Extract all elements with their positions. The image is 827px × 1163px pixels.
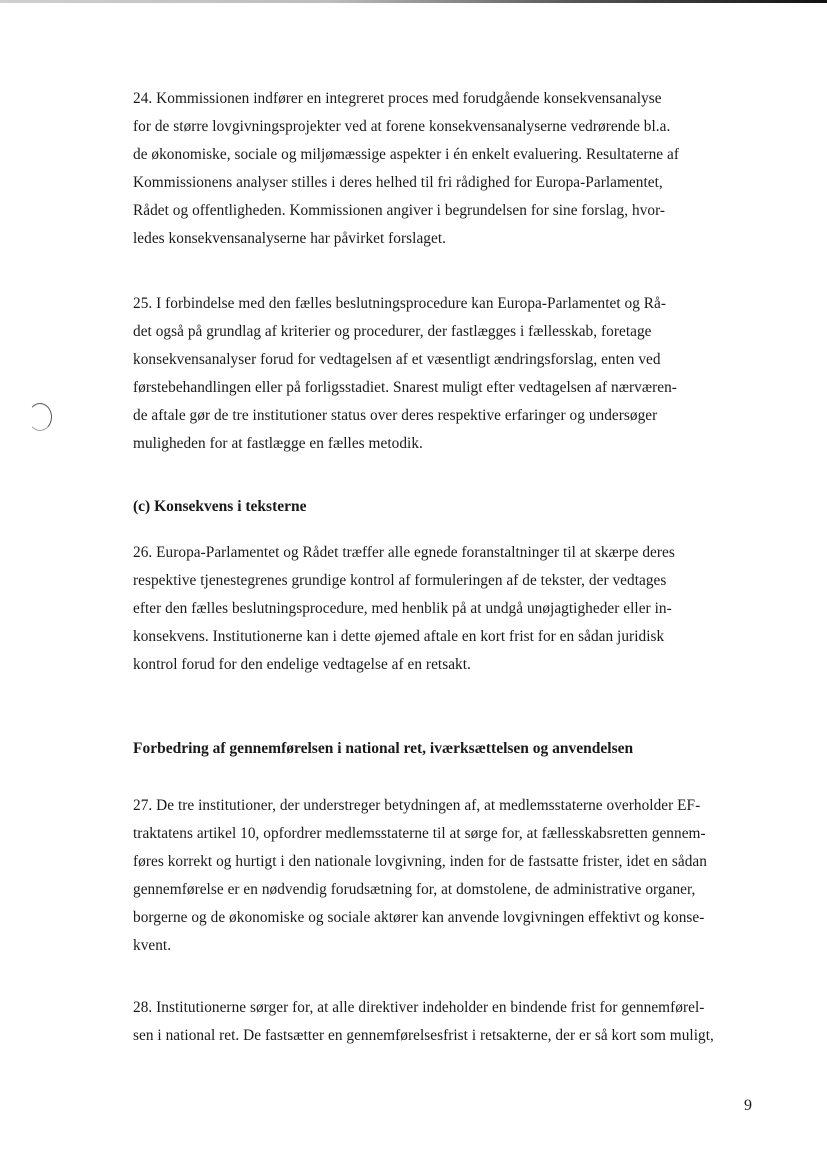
- text-line: muligheden for at fastlægge en fælles metodik.: [133, 435, 423, 452]
- text-line: kontrol forud for den endelige vedtagelse af en retsakt.: [133, 656, 471, 673]
- text-line: førstebehandlingen eller på forligsstadiet. Snarest muligt efter vedtagelsen af nærværen-: [133, 379, 677, 396]
- text-line: borgerne og de økonomiske og sociale aktører kan anvende lovgivningen effektivt og konse-: [133, 909, 705, 926]
- paragraph-24: [133, 85, 679, 253]
- text-line: efter den fælles beslutningsprocedure, med henblik på at undgå unøjagtigheder eller in-: [133, 600, 672, 617]
- text-line: Kommissionens analyser stilles i deres helhed til fri rådighed for Europa-Parlamentet,: [133, 174, 663, 191]
- paragraph-26: [133, 539, 675, 679]
- paragraph-27: [133, 792, 707, 960]
- text-line: de aftale gør de tre institutioner status over deres respektive erfaringer og undersøger: [133, 407, 658, 424]
- text-line: føres korrekt og hurtigt i den nationale lovgivning, inden for de fastsatte frister, idet en sådan: [133, 853, 707, 870]
- text-line: kvent.: [133, 937, 172, 954]
- text-line: det også på grundlag af kriterier og procedurer, der fastlægges i fællesskab, foretage: [133, 323, 652, 340]
- text-line: Rådet og offentligheden. Kommissionen angiver i begrundelsen for sine forslag, hvor-: [133, 202, 666, 219]
- text-line: traktatens artikel 10, opfordrer medlemsstaterne til at sørge for, at fællesskabsretten gennem-: [133, 825, 706, 842]
- text-line: for de større lovgivningsprojekter ved at forene konsekvensanalyserne vedrørende bl.a.: [133, 118, 671, 135]
- paragraph-28: [133, 994, 714, 1050]
- text-line: de økonomiske, sociale og miljømæssige aspekter i én enkelt evaluering. Resultaterne af: [133, 146, 679, 163]
- text-line: konsekvensanalyser forud for vedtagelsen af et væsentligt ændringsforslag, enten ved: [133, 351, 661, 368]
- text-line: gennemførelse er en nødvendig forudsætning for, at domstolene, de administrative organer,: [133, 881, 696, 898]
- section-heading-c: (c) Konsekvens i teksterne: [133, 498, 307, 515]
- text-line: 28. Institutionerne sørger for, at alle direktiver indeholder en bindende frist for gennemførel-: [133, 999, 705, 1016]
- text-line: respektive tjenestegrenes grundige kontrol af formuleringen af de tekster, der vedtages: [133, 572, 667, 589]
- text-line: 26. Europa-Parlamentet og Rådet træffer alle egnede foranstaltninger til at skærpe deres: [133, 544, 675, 561]
- text-line: 25. I forbindelse med den fælles beslutningsprocedure kan Europa-Parlamentet og Rå-: [133, 295, 667, 312]
- hole-punch-mark: [28, 403, 52, 431]
- text-line: 24. Kommissionen indfører en integreret proces med forudgående konsekvensanalyse: [133, 90, 662, 107]
- text-line: ledes konsekvensanalyserne har påvirket forslaget.: [133, 230, 446, 247]
- scan-top-edge: [0, 0, 827, 3]
- text-line: konsekvens. Institutionerne kan i dette øjemed aftale en kort frist for en sådan juridisk: [133, 628, 665, 645]
- page-number: 9: [744, 1097, 752, 1114]
- text-line: sen i national ret. De fastsætter en gennemførelsesfrist i retsakterne, der er så kort som muligt,: [133, 1027, 714, 1044]
- text-line: 27. De tre institutioner, der understreger betydningen af, at medlemsstaterne overholder EF-: [133, 797, 701, 814]
- paragraph-25: [133, 290, 677, 458]
- section-heading: Forbedring af gennemførelsen i national ret, iværksættelsen og anvendelsen: [133, 740, 634, 757]
